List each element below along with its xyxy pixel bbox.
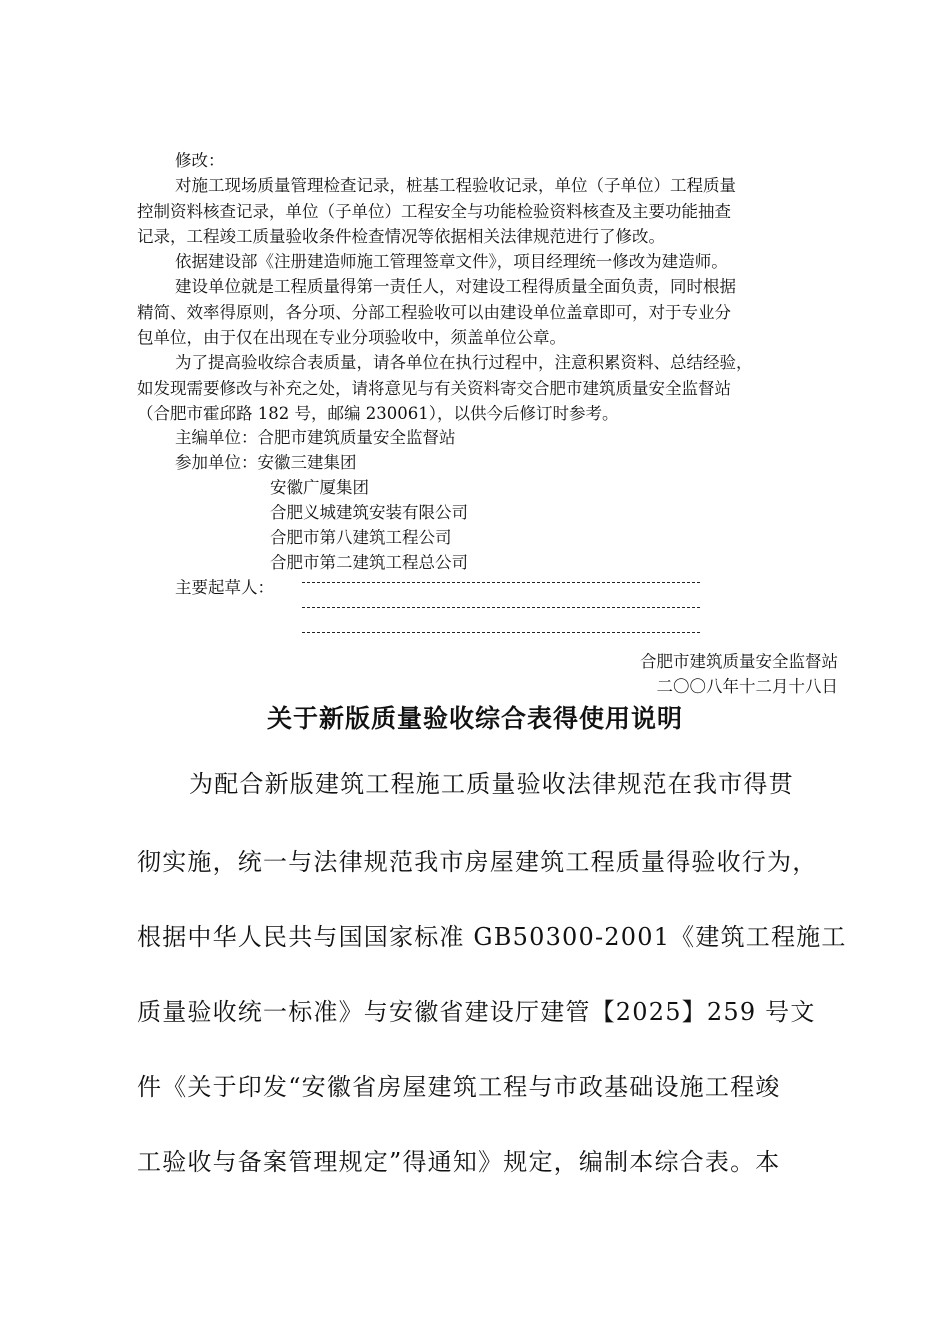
drafter-blank-line [302,582,700,583]
text-line: 对施工现场质量管理检查记录，桩基工程验收记录，单位（子单位）工程质量 [175,176,736,195]
text-line: 包单位，由于仅在出现在专业分项验收中，须盖单位公章。 [137,328,566,347]
chief-unit: 主编单位：合肥市建筑质量安全监督站 [175,428,456,447]
text-line: 建设单位就是工程质量得第一责任人，对建设工程得质量全面负责，同时根据 [175,277,736,296]
paragraph-builder [137,249,841,275]
paragraph-feedback [137,350,841,427]
section-title: 关于新版质量验收综合表得使用说明 [266,704,683,733]
drafter-blank-line [302,607,700,608]
signature-date: 二〇〇八年十二月十八日 [656,677,838,696]
drafters-label: 主要起草人： [175,578,274,597]
body-line: 彻实施，统一与法律规范我市房屋建筑工程质量得验收行为， [137,848,818,876]
participant-unit: 合肥市第八建筑工程公司 [270,528,452,547]
text-line: 依据建设部《注册建造师施工管理签章文件》，项目经理统一修改为建造师。 [175,252,728,271]
intro-heading: 修改： [175,151,225,170]
body-line: 件《关于印发“安徽省房屋建筑工程与市政基础设施工程竣 [137,1073,781,1101]
body-line: 为配合新版建筑工程施工质量验收法律规范在我市得贯 [189,770,794,798]
text-line: 如发现需要修改与补充之处，请将意见与有关资料寄交合肥市建筑质量安全监督站 [137,378,731,398]
signature-org: 合肥市建筑质量安全监督站 [640,652,838,671]
body-line: 质量验收统一标准》与安徽省建设厅建管【2025】259 号文 [137,998,816,1026]
body-line: 工验收与备案管理规定”得通知》规定，编制本综合表。本 [137,1148,781,1176]
text-line: 记录，工程竣工质量验收条件检查情况等依据相关法律规范进行了修改。 [137,227,665,246]
text-line: 精简、效率得原则，各分项、分部工程验收可以由建设单位盖章即可，对于专业分 [137,302,731,322]
text-line: 控制资料核查记录，单位（子单位）工程安全与功能检验资料核查及主要功能抽查 [137,201,731,221]
body-line: 根据中华人民共与国国家标准 GB50300-2001《建筑工程施工 [137,923,847,951]
drafter-blank-line [302,632,700,633]
text-line: 为了提高验收综合表质量，请各单位在执行过程中，注意积累资料、总结经验， [175,353,753,372]
paragraph-modifications [137,173,841,250]
paragraph-responsibility [137,274,841,351]
participant-unit: 合肥市第二建筑工程总公司 [270,553,468,572]
participant-unit: 安徽广厦集团 [270,478,369,497]
participants-label: 参加单位：安徽三建集团 [175,453,357,472]
text-line: （合肥市霍邱路 182 号，邮编 230061），以供今后修订时参考。 [137,404,619,423]
participant-unit: 合肥义城建筑安装有限公司 [270,503,468,522]
